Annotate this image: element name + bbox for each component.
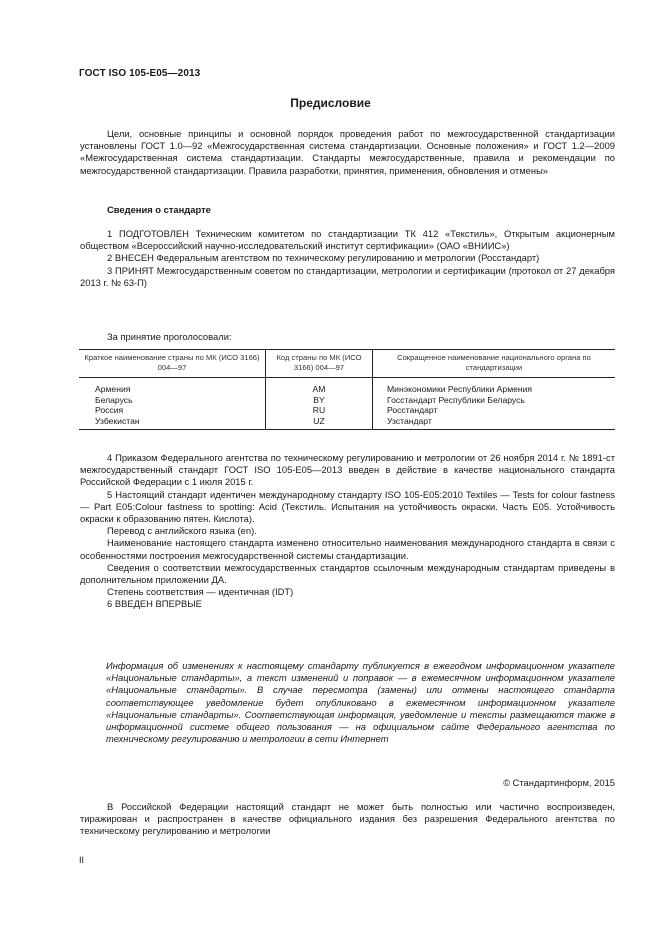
table-cell-body: Узстандарт (373, 416, 616, 430)
table-header-code: Код страны по МК (ИСО 3166) 004—97 (266, 350, 373, 378)
table-cell-code: AM (266, 378, 373, 395)
items2-section (80, 452, 615, 611)
item-2: 2 ВНЕСЕН Федеральным агентством по техническому регулированию и метрологии (Росстандарт) (107, 252, 540, 264)
table-cell-code: UZ (266, 416, 373, 430)
table-cell-code: RU (266, 405, 373, 416)
table-cell-country: Россия (95, 405, 124, 416)
table-cell-body: Росстандарт (373, 405, 616, 416)
item-4: 4 Приказом Федерального агентства по техническому регулированию и метрологии от 26 ноября 2014 г. № 1891-ст межгосударственный стандарт ГОСТ ISO 105-E05—2013 введен в действие в качестве национального стандарта Российской Федерации с 1 июля 2015 г. (80, 452, 615, 488)
table-cell-body: Минэкономики Республики Армения (373, 378, 616, 395)
table-row (79, 395, 615, 406)
voted-label: За принятие проголосовали: (107, 331, 232, 342)
page-number: II (79, 855, 85, 865)
footer-note: В Российской Федерации настоящий стандарт не может быть полностью или частично воспроизведен, тиражирован и распространен в качестве официального издания без разрешения Федерального агентства по техническому регулированию и метрологии (80, 801, 615, 837)
intro-paragraph: Цели, основные принципы и основной порядок проведения работ по межгосударственной стандартизации установлены ГОСТ 1.0—92 «Межгосударственная система стандартизации. Основные положения» и ГОСТ 1.2—2009 «Межгосударственная система стандартизации. Стандарты межгосударственные, правила и рекомендации по межгосударственной стандартизации. Правила разработки, принятия, применения, обновления и отмены» (80, 128, 615, 176)
table-cell-country: Беларусь (95, 394, 133, 405)
voting-table (79, 349, 615, 430)
intro-section (80, 128, 615, 177)
table-header-country: Краткое наименование страны по МК (ИСО 3166) 004—97 (79, 350, 266, 378)
table-row (79, 378, 615, 395)
item-5: 5 Настоящий стандарт идентичен международному стандарту ISO 105-E05:2010 Textiles — Tests for colour fastness — Part E05:Colour fastness to spotting: Acid (Текстиль. Испытания на устойчивость окраски. Часть E05. Устойчивость окраски к образованию пятен. Кислота). (80, 488, 615, 525)
table-cell-code: BY (266, 395, 373, 406)
page-title: Предисловие (290, 96, 371, 110)
table-header-body: Сокращенное наименование национального органа по стандартизации (373, 350, 616, 378)
table-cell-body: Госстандарт Республики Беларусь (373, 395, 616, 406)
table-row (79, 416, 615, 430)
items-section (80, 228, 615, 289)
translation-note: Перевод с английского языка (en). (107, 525, 257, 537)
document-header: ГОСТ ISO 105-E05—2013 (79, 68, 201, 79)
item-6: 6 ВВЕДЕН ВПЕРВЫЕ (107, 598, 202, 610)
info-note: Информация об изменениях к настоящему стандарту публикуется в ежегодном информационном указателе «Национальные стандарты», а текст изменений и поправок — в ежемесячном информационном указателе «Национальные стандарты». В случае пересмотра (замены) или отмены настоящего стандарта соответствующее уведомление будет опубликовано в ежемесячном информационном указателе «Национальные стандарты». Соответствующая информация, уведомление и тексты размещаются также в информационной системе общего пользования — на официальном сайте Федерального агентства по техническому регулированию и метрологии в сети Интернет (106, 660, 615, 745)
copyright: © Стандартинформ, 2015 (503, 777, 615, 788)
references-note: Сведения о соответствии межгосударственных стандартов ссылочным международным стандартам приведены в дополнительном приложении ДА. (80, 561, 615, 586)
degree-note: Степень соответствия — идентичная (IDT) (107, 586, 294, 598)
item-3: 3 ПРИНЯТ Межгосударственным советом по стандартизации, метрологии и сертификации (протокол от 27 декабря 2013 г. № 63-П) (80, 264, 615, 288)
about-section (80, 204, 615, 216)
about-heading: Сведения о стандарте (107, 204, 211, 215)
table-cell-country: Узбекистан (79, 416, 266, 430)
table-row (79, 405, 615, 416)
item-1: 1 ПОДГОТОВЛЕН Техническим комитетом по стандартизации ТК 412 «Текстиль», Открытым акционерным обществом «Всероссийский научно-исследовательский институт сертификации» (ОАО «ВНИИС») (80, 228, 615, 252)
table-header-row (79, 350, 615, 378)
table-cell-country: Армения (95, 384, 131, 394)
voted-section (80, 331, 615, 343)
name-change-note: Наименование настоящего стандарта изменено относительно наименования международного стандарта в связи с особенностями построения межгосударственной системы стандартизации. (80, 537, 615, 561)
